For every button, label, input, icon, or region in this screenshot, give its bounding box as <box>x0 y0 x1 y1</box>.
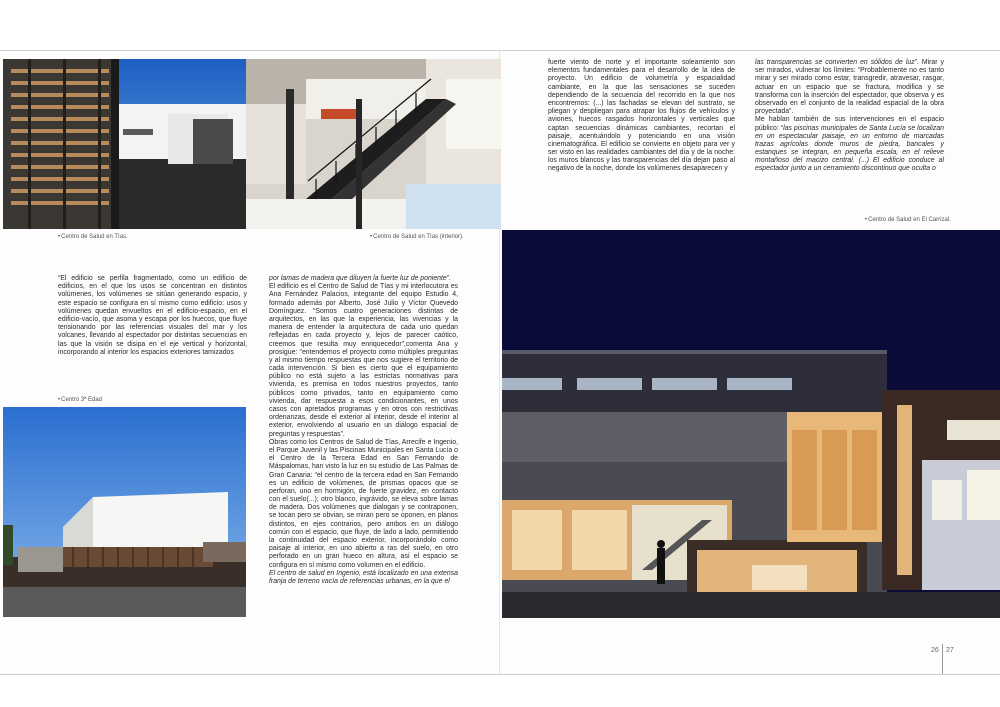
left-column-paragraph: “El edificio se perfila fragmentado, como un edificio de edificios, en el que los usos se concentran en distintos volúmenes, los volúmenes se sitúan generando espacio, y este espacio se configura en sí mismo como edificio: usos y volúmenes quedan envueltos en el edificio-espacio, en el edificio-vacío, que asoma y escapa por los huecos, que fluye tensionando por las referencias visuales del mar y los volcanes, llevando al espectador por distintas secuencias en las que la visión se disipa en el eje vertical y horizontal, incorporando al interior los espacios exteriores tamizados <box>58 275 247 356</box>
right-top-text-col1 <box>548 59 735 174</box>
middle-column-paragraph1: por lamas de madera que diluyen la fuerte luz de poniente”. <box>269 275 451 282</box>
magazine-spread <box>0 50 1000 675</box>
quote-end: las transparencias se convierten en sólidos de luz”. <box>755 59 919 66</box>
page-number-right: 27 <box>946 647 954 654</box>
middle-column-paragraph2: El edificio es el Centro de Salud de Tías y mi interlocutora es Ana Fernández Palacios, integrante del equipo Estudio 4, formado además por Alberto, José Julio y Víctor Quevedo Domínguez. “Somos cuatro generaciones distintas de arquitectos, en las que la experiencia, las vivencias y la manera de entender la arquitectura de cada uno quedan reflejadas en cada proyecto y, lejos de parecer caótico, creemos que resulta muy enriquecedor”,comenta Ana y prosigue: “entendemos el proyecto como múltiples preguntas y al mismo tiempo respuestas que nos sugiere el territorio de cada intervención. Si bien es cierto que el equipamiento público no está sujeto a las estrictas normativas para vivienda, es premisa en todos nuestros proyectos, tanto públicos como privados, tanto en equipamiento como vivienda, dar respuesta a esos condicionantes, en unos casos con apretados programas y en otros con restrictivas ordenanzas, desde el exterior al interior, desde el interior al exterior, envolviendo al usuario en un diálogo espacial de preguntas y respuestas”. <box>269 283 458 438</box>
photo-health-center-tias-interior <box>246 59 501 229</box>
caption-photo2: • Centro de Salud en Tías (interior). <box>370 233 464 241</box>
right-top-col2-paragraph2 <box>755 116 944 173</box>
middle-column-paragraph3: Obras como los Centros de Salud de Tías, Arrecife e Ingenio, el Parque Juvenil y las Piscinas Municipales en Santa Lucía o el Centro de la Tercera Edad en San Fernando de Máspalomas, han visto la luz en su estudio de Las Palmas de Gran Canaria: “el centro de la tercera edad en San Fernando es un edificio de volúmenes, de prismas opacos que se perforan, uno en hormigón, de fuerte gravidez, en contacto con el suelo(...); otro blanco, ingrávido, se eleva sobre lamas de madera. Dos volúmenes que dialogan y se contraponen, se tocan pero se obvian, se miran pero se oponen, en planos distintos, en ejes contrarios, pero ambos en un diálogo común con el espacio, que fluye, de lado a lado, permitiendo la continuidad del espacio exterior, incorporándolo como paisaje al interior, en uno abierto a ras del suelo, en otro perforado en un gran hueco en altura, así el espacio se configura en sí mismo como volumen en el edificio. <box>269 438 458 569</box>
paragraph-lead: Me hablan también de sus intervenciones en el espacio público: “ <box>755 116 944 132</box>
page-number-left: 26 <box>931 647 939 654</box>
middle-column-paragraph4: El centro de salud en Ingenio, está localizado en una extensa franja de terreno vacía de referencias urbanas, en la que el <box>269 569 458 585</box>
caption-photo3: • Centro de Salud en El Carrizal. <box>865 216 951 224</box>
caption-photo1: • Centro de Salud en Tías. <box>58 233 128 241</box>
page-number-separator <box>942 644 943 674</box>
right-top-text-col2 <box>755 59 944 174</box>
quote-pools: las piscinas municipales de Santa Lucía se localizan en un espectacular paisaje, en un entorno de marcadas trazas agrícolas donde muros de piedra, bancales y estanques se integran, en pequeña escala, en el relieve montañoso del macizo central. (...) El edificio conduce al espectador junto a un cerramiento discontinuo que oculta o <box>755 124 944 173</box>
right-top-col2-paragraph1 <box>755 59 944 116</box>
left-text-column <box>58 275 247 357</box>
photo-senior-center <box>3 407 246 617</box>
right-top-col1-paragraph: fuerte viento de norte y el importante soleamiento son elementos fundamentales para el desarrollo de la idea de proyecto. Un edificio de volumetría y espacialidad cambiante, en la que las sensaciones se suceden dependiendo de la secuencia del recorrido en la que nos encontremos: (...) las fachadas se elevan del sustrato, se pliegan y despliegan para atrapar los flujos de vehículos y aviones, huecos rasgados horizontales y verticales que captan secuencias dinámicas cambiantes, recortan el paisaje, acentuándolo y potenciando en una visión cinematográfica. El edificio se convierte en objeto para ver y ser visto en las realidades cambiantes del día y de la noche: los muros blancos y las transparencias del día dejan paso al negativo de la noche, donde los volúmenes desaparecen y <box>548 59 735 173</box>
middle-text-column <box>269 275 458 586</box>
photo-health-center-tias <box>3 59 246 229</box>
paragraph-continuation: Mirar y ser mirados, vulnerar los límites: “Probablemente no es tanto mirar y ser mirado como estar, transgredir, atravesar, rasgar, actuar en un espacio que se fractura, modifica y se transforma con la inserción del espectador, que observa y es observado en el conjunto de la realidad espacial de la obra proyectada”. <box>755 59 944 116</box>
caption-photo4: • Centro 3ª Edad <box>58 396 102 404</box>
photo-health-center-el-carrizal <box>502 230 1000 618</box>
